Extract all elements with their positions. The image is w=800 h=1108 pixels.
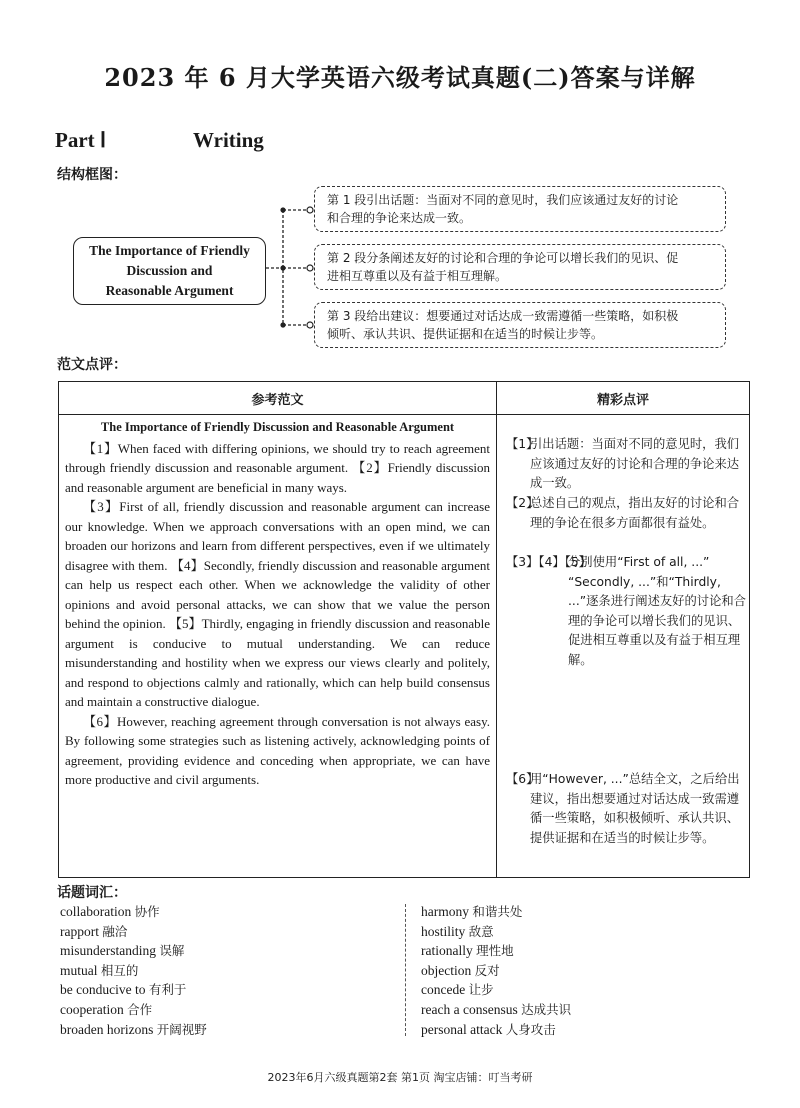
diagram-box-line: 和合理的争论来达成一致。: [327, 211, 472, 225]
vocab-item: [421, 1000, 571, 1020]
diagram-box-line: 第 3 段给出建议：想要通过对话达成一致需遵循一些策略，如积极: [327, 309, 679, 323]
vocab-zh: 相互的: [100, 962, 139, 978]
vocab-en: collaboration: [60, 904, 132, 919]
vocab-item: [60, 980, 207, 1000]
diagram-box-paragraph-1: [314, 186, 726, 232]
diagram-box-line: 第 1 段引出话题：当面对不同的意见时，我们应该通过友好的讨论: [327, 193, 679, 207]
column-header-essay: 参考范文: [251, 392, 304, 408]
part-name: Writing: [193, 128, 264, 152]
structure-label: 结构框图：: [57, 167, 127, 183]
comment-item: [506, 494, 746, 533]
comment-item: [506, 770, 746, 848]
comment-text: 用“However, ...”总结全文，之后给出建议，指出想要通过对话达成一致需遵循一些策略，如积极倾听、承认共识、提供证据和在适当的时候让步等。: [530, 772, 740, 845]
vocab-zh: 有利于: [148, 982, 187, 998]
vocab-zh: 理性地: [476, 943, 514, 959]
diagram-center-line: Reasonable Argument: [105, 283, 234, 298]
diagram-box-line: 第 2 段分条阐述友好的讨论和合理的争论可以增长我们的见识、促: [327, 251, 679, 265]
sample-essay: [65, 418, 490, 790]
vocab-en: objection: [421, 962, 472, 978]
comment-text: 总述自己的观点，指出友好的讨论和合理的争论在很多方面都很有益处。: [530, 496, 740, 530]
vocab-en: broaden horizons: [60, 1021, 154, 1037]
vocab-item: [60, 941, 207, 961]
vocab-en: personal attack: [421, 1021, 503, 1037]
comment-tag: 【6】: [506, 772, 539, 786]
comment-item: [506, 553, 746, 670]
vocab-item: [60, 961, 207, 981]
essay-paragraph: 【1】When faced with differing opinions, we should try to reach agreement through friendly discussion and reasonable argument. 【2】Friendly discussion and reasonable argument are beneficial in many ways.: [65, 440, 490, 495]
sample-essay-table: [58, 381, 750, 878]
vocab-zh: 协作: [134, 904, 160, 919]
vocab-item: [421, 941, 571, 961]
vocab-zh: 敌意: [468, 923, 494, 939]
vocab-item: [421, 980, 571, 1000]
essay-title: The Importance of Friendly Discussion and Reasonable Argument: [100, 420, 455, 434]
vocab-zh: 融洽: [102, 923, 128, 939]
vocab-en: be conducive to: [60, 982, 146, 998]
diagram-box-paragraph-3: [314, 302, 726, 348]
essay-paragraph: 【6】However, reaching agreement through conversation is not always easy. By following some strategies such as listening actively, acknowledging points of agreement, providing evidence and conceding when appropriate, we can have more productive and civil arguments.: [65, 713, 490, 787]
essay-paragraph: 【3】First of all, friendly discussion and reasonable argument can increase our knowledge. When we approach conversations with an open mind, we can broaden our horizons and learn from different perspectives, even if we ultimately disagree with them. 【4】Secondly, friendly discussion and reasonable argument can help us respect each other. When we acknowledge the validity of other opinions and avoid personal attacks, we can show that we value the person behind the opinion. 【5】Thirdly, engaging in friendly discussion and reasonable argument is conducive to mutual understanding. We can reduce misunderstanding and hostility when we express our views clearly and politely, and respond to objections calmly and rationally, which can help build consensus and maintain a constructive dialogue.: [65, 499, 490, 709]
vocab-item: [60, 1020, 207, 1040]
comment-tag: 【2】: [506, 496, 539, 510]
vocab-en: harmony: [421, 904, 469, 919]
vocab-en: rationally: [421, 943, 473, 959]
vocab-list-right: [421, 902, 571, 1039]
diagram-center-line: The Importance of Friendly: [89, 243, 250, 258]
vocab-divider: [405, 904, 406, 1036]
table-header-divider: [59, 414, 749, 415]
diagram-box-paragraph-2: [314, 244, 726, 290]
comment-tag: 【1】: [506, 437, 539, 451]
vocab-list-left: [60, 902, 207, 1039]
vocab-item: [60, 1000, 207, 1020]
vocab-zh: 反对: [474, 962, 500, 978]
comment-tag: 【3】【4】【5】: [506, 555, 591, 569]
page-title: 2023 年 6 月大学英语六级考试真题(二)答案与详解: [104, 63, 696, 92]
comment-item: [506, 435, 746, 494]
vocab-en: misunderstanding: [60, 943, 156, 959]
vocab-zh: 误解: [159, 943, 185, 959]
vocab-item: [421, 961, 571, 981]
vocab-en: reach a consensus: [421, 1001, 518, 1017]
diagram-box-line: 进相互尊重以及有益于相互理解。: [327, 269, 508, 283]
vocab-en: mutual: [60, 962, 98, 978]
vocab-zh: 人身攻击: [505, 1021, 556, 1037]
diagram-box-line: 倾听、承认共识、提供证据和在适当的时候让步等。: [327, 327, 604, 341]
vocab-en: rapport: [60, 923, 99, 939]
comment-text: 引出话题：当面对不同的意见时，我们应该通过友好的讨论和合理的争论来达成一致。: [530, 437, 740, 490]
vocab-item: [421, 902, 571, 922]
vocab-item: [60, 902, 207, 922]
vocab-zh: 开阔视野: [156, 1021, 207, 1037]
review-label: 范文点评：: [57, 357, 127, 373]
vocab-en: cooperation: [60, 1001, 124, 1017]
comment-text: 分别使用“First of all, ...” “Secondly, ...”和“Thirdly, ...”逐条进行阐述友好的讨论和合理的争论可以增长我们的见识、促进相互尊重以及有益于相互理解。: [568, 555, 746, 667]
vocab-en: concede: [421, 982, 466, 998]
vocab-item: [421, 1020, 571, 1040]
diagram-center-line: Discussion and: [126, 263, 213, 278]
vocab-en: hostility: [421, 923, 466, 939]
vocab-zh: 合作: [127, 1001, 153, 1017]
vocab-item: [60, 922, 207, 942]
diagram-center-box: [73, 237, 266, 305]
vocab-zh: 让步: [468, 982, 494, 998]
part-label: Part Ⅰ: [55, 128, 107, 152]
table-column-divider: [496, 382, 497, 877]
page-footer: 2023年6月六级真题第2套 第1页 淘宝店铺：叮当考研: [267, 1071, 533, 1084]
vocab-label: 话题词汇：: [57, 885, 127, 901]
column-header-comment: 精彩点评: [596, 392, 649, 408]
vocab-zh: 和谐共处: [472, 904, 523, 919]
vocab-item: [421, 922, 571, 942]
vocab-zh: 达成共识: [521, 1001, 572, 1017]
